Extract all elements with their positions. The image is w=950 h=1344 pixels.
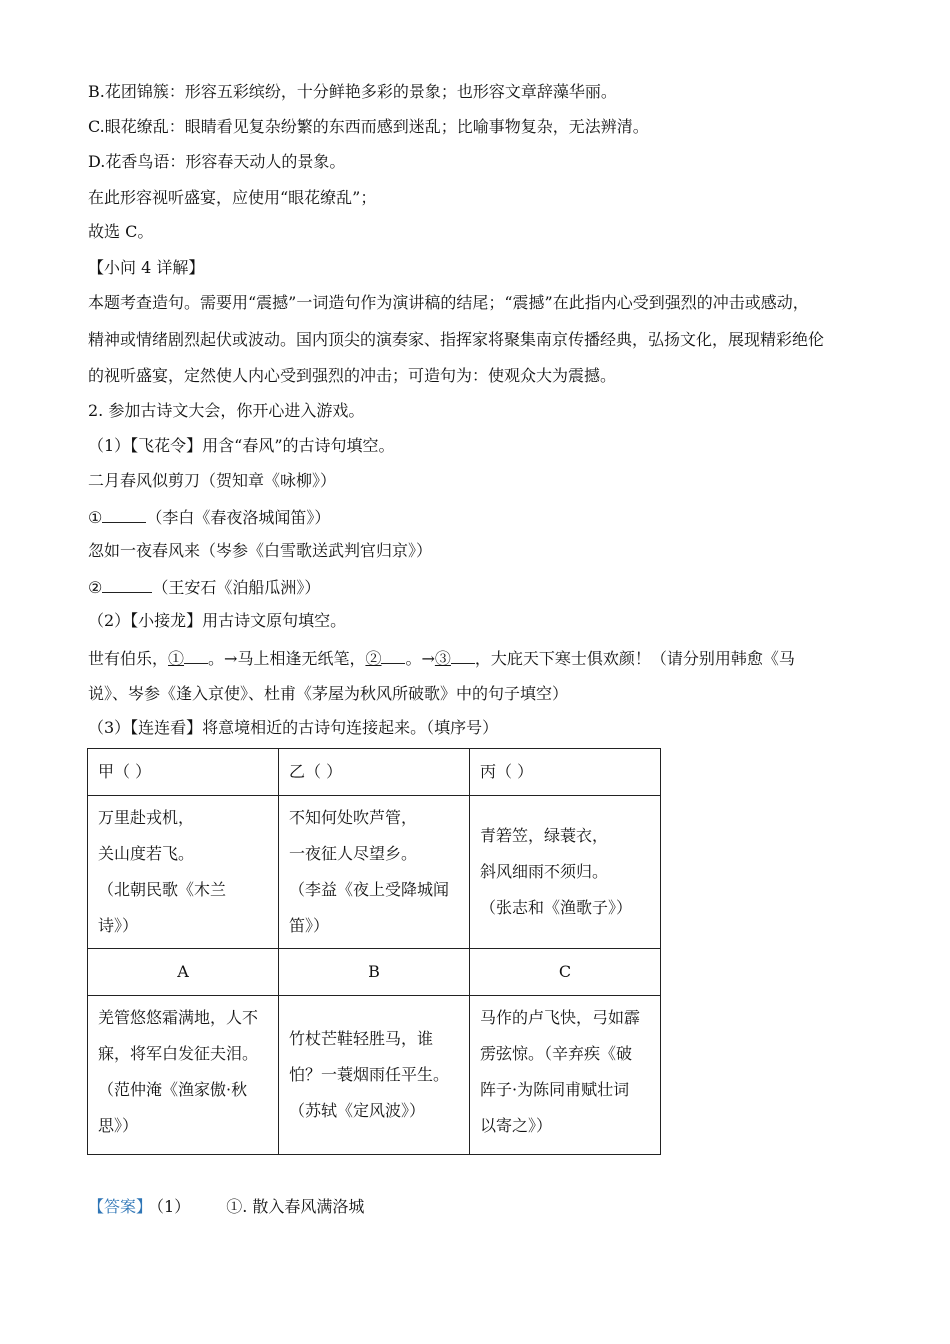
blank-line[interactable] [451, 647, 475, 664]
poem-line: 不知何处吹芦管， [289, 808, 418, 827]
poem-line: 寐，将军白发征夫泪。 [98, 1044, 259, 1063]
header-bing: 丙（ ） [470, 749, 661, 796]
answer-tag: 【答案】 [88, 1197, 153, 1216]
poem-cell-a [88, 996, 279, 1155]
fill-blank-1 [88, 506, 330, 528]
poem-line: 以寄之》） [480, 1116, 553, 1135]
chain-text: 。→马上相逢无纸笔， [208, 649, 366, 668]
blank-number: ① [168, 649, 185, 668]
poem-cell-bing [470, 796, 661, 949]
fill-blank-2 [88, 576, 320, 598]
poem-line: 斜风细雨不须归。 [480, 862, 609, 881]
chain-line-2: 说》、岑参《逢入京使》、杜甫《茅屋为秋风所破歌》中的句子填空） [88, 684, 569, 703]
poem-line: （苏轼《定风波》） [289, 1101, 426, 1120]
letter-a: A [88, 949, 279, 996]
answer-part: （1） [156, 1197, 191, 1216]
blank-line[interactable] [102, 506, 146, 523]
poem-line: （北朝民歌《木兰 [98, 880, 227, 899]
poem-line: 羌管悠悠霜满地，人不 [98, 1008, 259, 1027]
line-option-b: B.花团锦簇：形容五彩缤纷，十分鲜艳多彩的景象；也形容文章辞藻华丽。 [88, 82, 617, 101]
poem-line: 竹杖芒鞋轻胜马，谁 [289, 1029, 434, 1048]
poem-cell-b [279, 996, 470, 1155]
poem-line-1: 二月春风似剪刀（贺知章《咏柳》） [88, 471, 337, 490]
header-yi: 乙（ ） [279, 749, 470, 796]
poem-line: 阵子·为陈同甫赋壮词 [480, 1080, 630, 1099]
answer-text: ①. 散入春风满洛城 [226, 1197, 365, 1216]
blank-line[interactable] [184, 647, 208, 664]
poem-source: （王安石《泊船瓜洲》） [152, 578, 321, 597]
matching-table [87, 748, 661, 1155]
poem-line: 青箬笠，绿蓑衣， [480, 826, 609, 845]
blank-number: ① [88, 508, 103, 527]
paragraph-line-3: 的视听盛宴，定然使人内心受到强烈的冲击；可造句为：使观众大为震撼。 [88, 366, 617, 385]
line-option-c: C.眼花缭乱：眼睛看见复杂纷繁的东西而感到迷乱；比喻事物复杂，无法辨清。 [88, 117, 649, 136]
poem-line-2: 忽如一夜春风来（岑参《白雪歌送武判官归京》） [88, 541, 433, 560]
poem-line: 关山度若飞。 [98, 844, 195, 863]
poem-line: 万里赴戎机， [98, 808, 195, 827]
paragraph-line-2: 精神或情绪剧烈起伏或波动。国内顶尖的演奏家、指挥家将聚集南京传播经典，弘扬文化，展现精彩绝伦 [88, 330, 825, 349]
blank-number: ③ [434, 649, 451, 668]
subquestion-2: （2）【小接龙】用古诗文原句填空。 [88, 611, 347, 630]
poem-line: 怕？一蓑烟雨任平生。 [289, 1065, 450, 1084]
paragraph-line-1: 本题考查造句。需要用“震撼”一词造句作为演讲稿的结尾；“震撼”在此指内心受到强烈的冲击或感动， [88, 293, 809, 312]
line-choice: 故选 C。 [88, 222, 154, 241]
poem-line: 笛》） [289, 916, 330, 935]
poem-cell-jia [88, 796, 279, 949]
poem-source: （李白《春夜洛城闻笛》） [146, 508, 331, 527]
poem-line: 诗》） [98, 916, 139, 935]
poem-cell-c [470, 996, 661, 1155]
chain-line-1 [88, 647, 795, 669]
letter-b: B [279, 949, 470, 996]
poem-line: （张志和《渔歌子》） [480, 898, 633, 917]
poem-cell-yi [279, 796, 470, 949]
chain-text: 世有伯乐， [88, 649, 169, 668]
poem-line: （范仲淹《渔家傲·秋 [98, 1080, 248, 1099]
poem-line: 雳弦惊。（辛弃疾《破 [480, 1044, 633, 1063]
subquestion-1: （1）【飞花令】用含“春风”的古诗句填空。 [88, 436, 395, 455]
blank-number: ② [88, 578, 103, 597]
poem-line: 思》） [98, 1116, 139, 1135]
chain-text: ，大庇天下寒士俱欢颜！（请分别用韩愈《马 [474, 649, 795, 668]
answer-line [88, 1197, 364, 1217]
line-option-d: D.花香鸟语：形容春天动人的景象。 [88, 152, 346, 171]
blank-line[interactable] [381, 647, 405, 664]
blank-number: ② [365, 649, 382, 668]
line-explanation: 在此形容视听盛宴，应使用“眼花缭乱”； [88, 188, 377, 207]
subquestion-3: （3）【连连看】将意境相近的古诗句连接起来。（填序号） [88, 718, 499, 737]
poem-line: 一夜征人尽望乡。 [289, 844, 418, 863]
section-heading-q4: 【小问 4 详解】 [88, 258, 205, 277]
header-jia: 甲（ ） [88, 749, 279, 796]
chain-text: 。→ [405, 649, 435, 668]
question-2-title: 2. 参加古诗文大会，你开心进入游戏。 [88, 401, 365, 420]
letter-c: C [470, 949, 661, 996]
poem-line: （李益《夜上受降城闻 [289, 880, 450, 899]
blank-line[interactable] [102, 576, 152, 593]
poem-line: 马作的卢飞快，弓如霹 [480, 1008, 641, 1027]
